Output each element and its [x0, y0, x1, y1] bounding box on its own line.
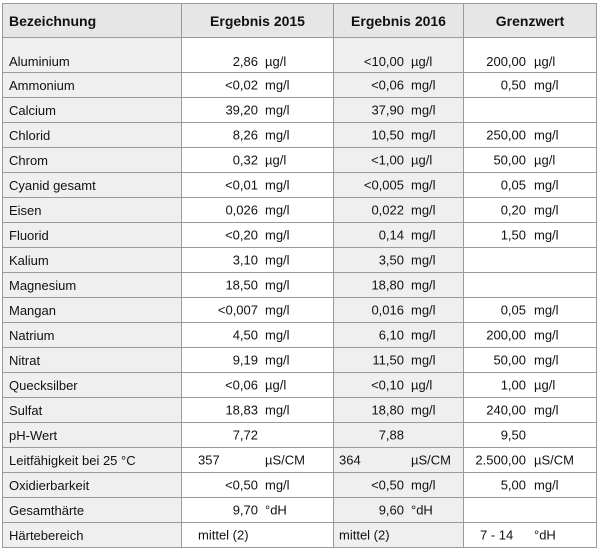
- header-bezeichnung: Bezeichnung: [3, 4, 182, 38]
- limit-value-cell: [464, 473, 597, 498]
- result-2015-value: <0,06: [225, 377, 258, 393]
- limit-value-cell: [464, 348, 597, 373]
- result-2015-value: 9,70: [232, 502, 258, 518]
- parameter-name: Nitrat: [3, 348, 182, 373]
- result-2016-value: mittel (2): [339, 527, 390, 543]
- table-row: [3, 373, 597, 398]
- result-2016-cell: [334, 498, 464, 523]
- result-2015-unit: mg/l: [265, 227, 290, 243]
- header-ergebnis-2016: Ergebnis 2016: [334, 4, 464, 38]
- result-2015-value: <0,20: [225, 227, 258, 243]
- result-2016-cell: [334, 323, 464, 348]
- result-2016-cell: [334, 273, 464, 298]
- result-2015-unit: mg/l: [265, 277, 290, 293]
- result-2015-cell: [182, 38, 334, 73]
- limit-value-value: 0,20: [500, 202, 526, 218]
- result-2015-cell: [182, 148, 334, 173]
- result-2015-value: 0,32: [232, 152, 258, 168]
- result-2016-value: 364: [339, 452, 361, 468]
- limit-value-value: 1,50: [500, 227, 526, 243]
- result-2016-unit: mg/l: [411, 402, 436, 418]
- result-2016-cell: [334, 523, 464, 548]
- result-2015-cell: [182, 348, 334, 373]
- parameter-name: Sulfat: [3, 398, 182, 423]
- result-2015-cell: [182, 123, 334, 148]
- result-2016-cell: [334, 73, 464, 98]
- result-2015-value: <0,01: [225, 177, 258, 193]
- limit-value-cell: [464, 398, 597, 423]
- table-row: [3, 523, 597, 548]
- result-2016-cell: [334, 198, 464, 223]
- result-2016-unit: mg/l: [411, 252, 436, 268]
- result-2016-value: 37,90: [371, 102, 404, 118]
- limit-value-cell: [464, 223, 597, 248]
- limit-value-cell: [464, 323, 597, 348]
- limit-value-value: 50,00: [493, 352, 526, 368]
- parameter-name: Leitfähigkeit bei 25 °C: [3, 448, 182, 473]
- result-2015-cell: [182, 448, 334, 473]
- limit-value-value: 7 - 14: [480, 527, 514, 543]
- result-2015-unit: mg/l: [265, 177, 290, 193]
- result-2015-unit: mg/l: [265, 352, 290, 368]
- limit-value-value: 9,50: [500, 427, 526, 443]
- result-2015-cell: [182, 423, 334, 448]
- limit-value-unit: mg/l: [534, 352, 559, 368]
- table-row: [3, 423, 597, 448]
- result-2016-value: <0,005: [363, 177, 404, 193]
- result-2016-cell: [334, 448, 464, 473]
- table-row: [3, 248, 597, 273]
- result-2016-unit: mg/l: [411, 277, 436, 293]
- result-2015-value: 8,26: [232, 127, 258, 143]
- result-2015-cell: [182, 98, 334, 123]
- limit-value-cell: [464, 523, 597, 548]
- result-2016-cell: [334, 148, 464, 173]
- result-2016-unit: mg/l: [411, 77, 436, 93]
- limit-value-value: 250,00: [486, 127, 526, 143]
- table-row: [3, 473, 597, 498]
- result-2016-unit: mg/l: [411, 227, 436, 243]
- result-2015-value: mittel (2): [198, 527, 249, 543]
- result-2015-value: <0,50: [225, 477, 258, 493]
- result-2015-unit: mg/l: [265, 127, 290, 143]
- result-2015-unit: µg/l: [265, 377, 287, 393]
- result-2016-value: <10,00: [363, 54, 404, 69]
- result-2015-value: 2,86: [232, 54, 258, 69]
- table-row: [3, 223, 597, 248]
- limit-value-cell: [464, 273, 597, 298]
- limit-value-value: 5,00: [500, 477, 526, 493]
- table-row: [3, 73, 597, 98]
- result-2016-cell: [334, 298, 464, 323]
- limit-value-unit: mg/l: [534, 327, 559, 343]
- table-row: [3, 348, 597, 373]
- result-2015-cell: [182, 523, 334, 548]
- result-2016-unit: µg/l: [411, 152, 433, 168]
- limit-value-value: 240,00: [486, 402, 526, 418]
- limit-value-cell: [464, 298, 597, 323]
- result-2015-cell: [182, 248, 334, 273]
- limit-value-value: 0,50: [500, 77, 526, 93]
- result-2015-value: 0,026: [225, 202, 258, 218]
- parameter-name: Chlorid: [3, 123, 182, 148]
- limit-value-value: 50,00: [493, 152, 526, 168]
- result-2015-unit: mg/l: [265, 202, 290, 218]
- result-2015-cell: [182, 198, 334, 223]
- parameter-name: Ammonium: [3, 73, 182, 98]
- parameter-name: Eisen: [3, 198, 182, 223]
- result-2016-cell: [334, 398, 464, 423]
- parameter-name: Oxidierbarkeit: [3, 473, 182, 498]
- limit-value-value: 2.500,00: [475, 452, 526, 468]
- water-analysis-table: [2, 3, 597, 548]
- parameter-name: Magnesium: [3, 273, 182, 298]
- parameter-name: Chrom: [3, 148, 182, 173]
- result-2015-unit: mg/l: [265, 77, 290, 93]
- limit-value-cell: [464, 73, 597, 98]
- result-2015-value: 18,83: [225, 402, 258, 418]
- result-2016-value: <1,00: [371, 152, 404, 168]
- result-2016-value: 6,10: [378, 327, 404, 343]
- table-header-row: [3, 4, 597, 38]
- parameter-name: Kalium: [3, 248, 182, 273]
- table-row: [3, 298, 597, 323]
- result-2015-unit: mg/l: [265, 252, 290, 268]
- limit-value-cell: [464, 248, 597, 273]
- limit-value-cell: [464, 38, 597, 73]
- limit-value-unit: mg/l: [534, 177, 559, 193]
- result-2015-value: 18,50: [225, 277, 258, 293]
- table-row: [3, 398, 597, 423]
- limit-value-unit: µS/CM: [534, 452, 574, 468]
- result-2016-value: 11,50: [372, 352, 404, 368]
- limit-value-cell: [464, 423, 597, 448]
- result-2015-cell: [182, 398, 334, 423]
- table-row: [3, 98, 597, 123]
- result-2016-value: 18,80: [371, 277, 404, 293]
- result-2016-cell: [334, 223, 464, 248]
- parameter-name: Natrium: [3, 323, 182, 348]
- result-2015-unit: °dH: [265, 502, 287, 518]
- result-2015-cell: [182, 498, 334, 523]
- limit-value-cell: [464, 98, 597, 123]
- parameter-name: Quecksilber: [3, 373, 182, 398]
- limit-value-unit: mg/l: [534, 227, 559, 243]
- result-2016-value: 3,50: [378, 252, 404, 268]
- result-2015-value: 3,10: [232, 252, 258, 268]
- table-row: [3, 198, 597, 223]
- result-2016-value: 7,88: [378, 427, 404, 443]
- result-2015-value: 9,19: [232, 352, 258, 368]
- parameter-name: Gesamthärte: [3, 498, 182, 523]
- limit-value-unit: mg/l: [534, 202, 559, 218]
- result-2016-value: <0,50: [371, 477, 404, 493]
- result-2016-unit: mg/l: [411, 202, 436, 218]
- limit-value-value: 0,05: [500, 302, 526, 318]
- limit-value-unit: mg/l: [534, 77, 559, 93]
- parameter-name: Calcium: [3, 98, 182, 123]
- result-2016-cell: [334, 423, 464, 448]
- result-2015-value: 7,72: [232, 427, 258, 443]
- limit-value-unit: µg/l: [534, 54, 556, 69]
- limit-value-value: 200,00: [486, 327, 526, 343]
- table-row: [3, 148, 597, 173]
- result-2015-unit: mg/l: [265, 327, 290, 343]
- parameter-name: Aluminium: [3, 38, 182, 73]
- result-2016-unit: mg/l: [411, 477, 436, 493]
- parameter-name: Härtebereich: [3, 523, 182, 548]
- result-2016-value: 0,022: [371, 202, 404, 218]
- table-row: [3, 498, 597, 523]
- result-2015-value: <0,007: [217, 302, 258, 318]
- limit-value-cell: [464, 123, 597, 148]
- table-row: [3, 38, 597, 73]
- limit-value-value: 1,00: [500, 377, 526, 393]
- result-2016-cell: [334, 38, 464, 73]
- table-row: [3, 173, 597, 198]
- parameter-name: Fluorid: [3, 223, 182, 248]
- result-2016-value: 9,60: [378, 502, 404, 518]
- limit-value-cell: [464, 498, 597, 523]
- result-2015-cell: [182, 223, 334, 248]
- result-2015-cell: [182, 473, 334, 498]
- result-2016-unit: mg/l: [411, 327, 436, 343]
- result-2016-value: 0,14: [378, 227, 404, 243]
- limit-value-cell: [464, 173, 597, 198]
- limit-value-cell: [464, 148, 597, 173]
- limit-value-cell: [464, 373, 597, 398]
- result-2016-unit: °dH: [411, 502, 433, 518]
- limit-value-unit: °dH: [534, 527, 556, 543]
- result-2015-unit: mg/l: [265, 302, 290, 318]
- result-2016-value: <0,10: [371, 377, 404, 393]
- result-2016-value: 10,50: [371, 127, 404, 143]
- parameter-name: pH-Wert: [3, 423, 182, 448]
- result-2016-unit: mg/l: [411, 127, 436, 143]
- result-2015-unit: mg/l: [265, 102, 290, 118]
- result-2016-value: 0,016: [371, 302, 404, 318]
- limit-value-unit: µg/l: [534, 152, 556, 168]
- limit-value-value: 200,00: [486, 54, 526, 69]
- table-row: [3, 448, 597, 473]
- result-2016-cell: [334, 98, 464, 123]
- header-ergebnis-2015: Ergebnis 2015: [182, 4, 334, 38]
- result-2015-value: 357: [198, 452, 220, 468]
- result-2016-unit: mg/l: [411, 177, 436, 193]
- result-2016-unit: µg/l: [411, 54, 433, 69]
- table-row: [3, 273, 597, 298]
- limit-value-value: 0,05: [500, 177, 526, 193]
- result-2016-unit: µS/CM: [411, 452, 451, 468]
- result-2015-value: <0,02: [225, 77, 258, 93]
- table-row: [3, 123, 597, 148]
- result-2016-cell: [334, 123, 464, 148]
- table-row: [3, 323, 597, 348]
- result-2015-unit: mg/l: [265, 477, 290, 493]
- result-2016-cell: [334, 348, 464, 373]
- result-2015-value: 4,50: [232, 327, 258, 343]
- result-2015-unit: µS/CM: [265, 452, 305, 468]
- result-2016-cell: [334, 173, 464, 198]
- limit-value-cell: [464, 448, 597, 473]
- result-2015-cell: [182, 298, 334, 323]
- result-2015-cell: [182, 173, 334, 198]
- result-2016-unit: mg/l: [411, 352, 436, 368]
- limit-value-unit: µg/l: [534, 377, 556, 393]
- result-2016-value: <0,06: [371, 77, 404, 93]
- limit-value-unit: mg/l: [534, 477, 559, 493]
- limit-value-unit: mg/l: [534, 127, 559, 143]
- limit-value-unit: mg/l: [534, 402, 559, 418]
- result-2015-value: 39,20: [225, 102, 258, 118]
- result-2015-cell: [182, 273, 334, 298]
- result-2015-unit: µg/l: [265, 152, 287, 168]
- result-2016-cell: [334, 373, 464, 398]
- result-2016-unit: mg/l: [411, 102, 436, 118]
- result-2015-cell: [182, 73, 334, 98]
- parameter-name: Cyanid gesamt: [3, 173, 182, 198]
- result-2015-cell: [182, 373, 334, 398]
- result-2016-cell: [334, 473, 464, 498]
- limit-value-unit: mg/l: [534, 302, 559, 318]
- result-2016-value: 18,80: [371, 402, 404, 418]
- header-grenzwert: Grenzwert: [464, 4, 597, 38]
- parameter-name: Mangan: [3, 298, 182, 323]
- result-2016-cell: [334, 248, 464, 273]
- result-2015-unit: µg/l: [265, 54, 287, 69]
- result-2015-unit: mg/l: [265, 402, 290, 418]
- result-2016-unit: mg/l: [411, 302, 436, 318]
- limit-value-cell: [464, 198, 597, 223]
- result-2015-cell: [182, 323, 334, 348]
- result-2016-unit: µg/l: [411, 377, 433, 393]
